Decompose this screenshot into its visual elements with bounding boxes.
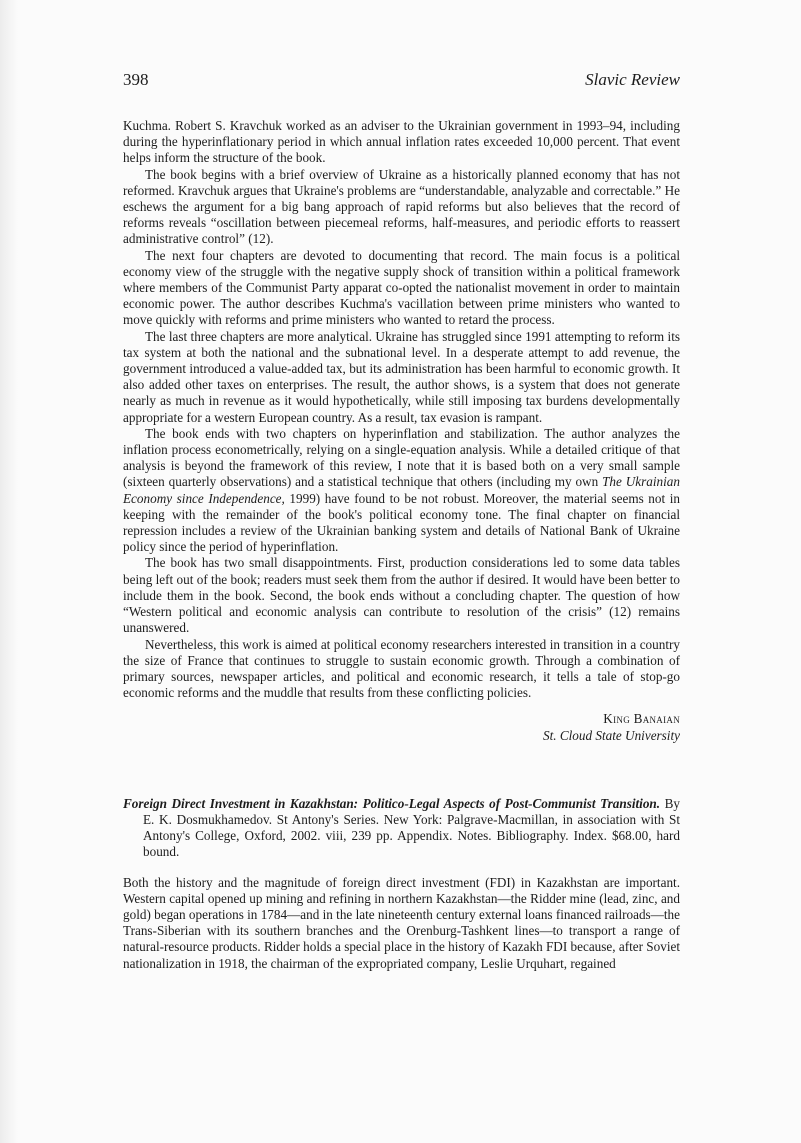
page-header bbox=[123, 70, 680, 92]
reviewer-name: King Banaian bbox=[603, 711, 680, 727]
review2-paragraph-1: Both the history and the magnitude of foreign direct investment (FDI) in Kazakhstan are important. Western capital opened up mining and refining in northern Kazakhstan—the Ridder mine (lead, zinc, and gold) began operations in 1784—and in the late nineteenth century external loans financed railroads—the Trans-Siberian with its southern branches and the Orenburg-Tashkent lines—to transport a range of natural-resource products. Ridder holds a special place in the history of Kazakh FDI because, after Soviet nationalization in 1918, the chairman of the expropriated company, Leslie Urquhart, regained bbox=[123, 874, 680, 971]
review2-heading bbox=[123, 796, 680, 861]
review1-paragraph-2: The book begins with a brief overview of Ukraine as a historically planned economy that has not reformed. Kravchuk argues that Ukraine's problems are “understandable, analyzable and correctable.” He eschews the argument for a big bang approach of rapid reforms but also believes that the record of reforms reveals “oscillation between piecemeal reforms, half-measures, and periodic efforts to reassert administrative control” (12). bbox=[123, 166, 680, 247]
reviewer-signature bbox=[123, 711, 680, 743]
review2-book-title: Foreign Direct Investment in Kazakhstan: Politico-Legal Aspects of Post-Communist Transition. bbox=[123, 795, 661, 811]
scan-edge-shadow bbox=[0, 0, 18, 1143]
review1-paragraph-5 bbox=[123, 426, 680, 556]
paragraph-5-text-a: The book ends with two chapters on hyperinflation and stabilization. The author analyzes the inflation process econometrically, relying on a single-equation analysis. While a detailed critique of that analysis is beyond the framework of this review, I note that it is based both on a very small sample (sixteen quarterly observations) and a statistical technique that others (including my own bbox=[123, 425, 680, 490]
review2-citation: By E. K. Dosmukhamedov. St Antony's Series. New York: Palgrave-Macmillan, in association with St Antony's College, Oxford, 2002. viii, 239 pp. Appendix. Notes. Bibliography. Index. $68.00, hard bound. bbox=[143, 795, 680, 860]
review1-paragraph-1: Kuchma. Robert S. Kravchuk worked as an adviser to the Ukrainian government in 1993–94, including during the hyperinflationary period in which annual inflation rates exceeded 10,000 percent. That event helps inform the structure of the book. bbox=[123, 118, 680, 166]
page-body bbox=[123, 118, 680, 972]
journal-title: Slavic Review bbox=[585, 70, 680, 89]
paragraph-5-text-b: 1999) have found to be not robust. Moreover, the material seems not in keeping with the remainder of the book's political economy tone. The final chapter on financial repression includes a review of the Ukrainian banking system and details of National Bank of Ukraine policy since the period of hyperinflation. bbox=[123, 490, 680, 555]
review1-paragraph-4: The last three chapters are more analytical. Ukraine has struggled since 1991 attempting to reform its tax system at both the national and the subnational level. In a desperate attempt to add revenue, the government introduced a value-added tax, but its administration has been harmful to economic growth. It also added other taxes on enterprises. The result, the author shows, is a system that does not generate nearly as much in revenue as it would hypothetically, while still imposing tax burdens developmentally appropriate for a western European country. As a result, tax evasion is rampant. bbox=[123, 328, 680, 425]
cited-book-title: The Ukrainian Economy since Independence, bbox=[123, 474, 680, 506]
review1-paragraph-7: Nevertheless, this work is aimed at political economy researchers interested in transition in a country the size of France that continues to struggle to sustain economic growth. Through a combination of primary sources, newspaper articles, and political and economic research, it tells a tale of stop-go economic reforms and the muddle that results from these conflicting policies. bbox=[123, 636, 680, 701]
reviewer-affiliation: St. Cloud State University bbox=[543, 727, 680, 743]
review1-paragraph-3: The next four chapters are devoted to documenting that record. The main focus is a political economy view of the struggle with the negative supply shock of transition within a political framework where members of the Communist Party apparat co-opted the nationalist movement in order to maintain economic power. The author describes Kuchma's vacillation between prime ministers who wanted to move quickly with reforms and prime ministers who wanted to retard the process. bbox=[123, 247, 680, 328]
page-number: 398 bbox=[123, 70, 149, 89]
review1-paragraph-6: The book has two small disappointments. First, production considerations led to some data tables being left out of the book; readers must seek them from the author if desired. It would have been better to include them in the book. Second, the book ends without a concluding chapter. The question of how “Western political and economic analysis can contribute to resolution of the crisis” (12) remains unanswered. bbox=[123, 555, 680, 636]
